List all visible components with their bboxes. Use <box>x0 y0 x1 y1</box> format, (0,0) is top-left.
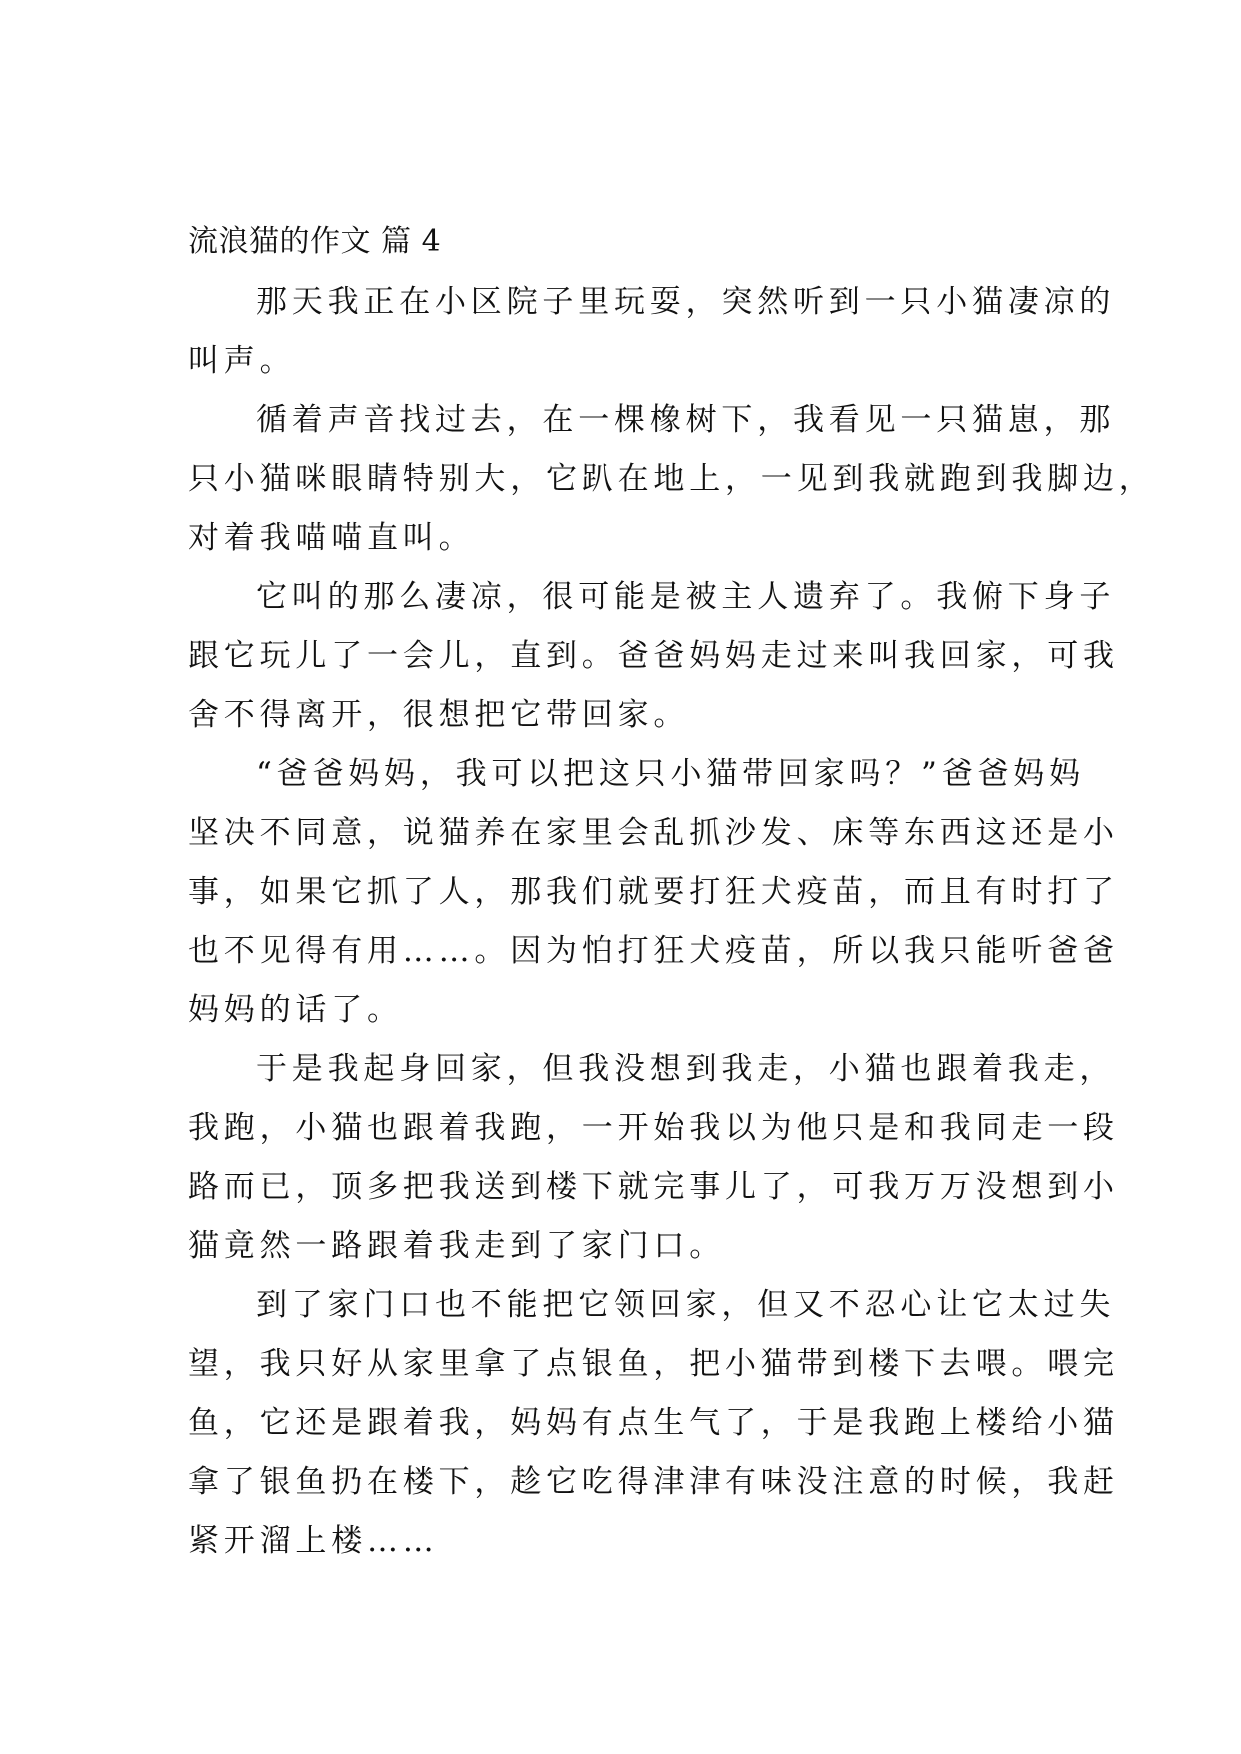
paragraph-line: 叫声。 <box>188 343 296 379</box>
paragraph <box>188 1276 1119 1571</box>
paragraph-line: 鱼，它还是跟着我，妈妈有点生气了，于是我跑上楼给小猫 <box>188 1405 1119 1441</box>
paragraph-line: 跟它玩儿了一会儿，直到。爸爸妈妈走过来叫我回家，可我 <box>188 638 1119 674</box>
paragraph-line: 猫竟然一路跟着我走到了家门口。 <box>188 1228 725 1264</box>
paragraph-line: 紧开溜上楼…… <box>188 1523 439 1559</box>
document-title: 流浪猫的作文 篇 4 <box>188 224 442 259</box>
paragraph-line: 我跑，小猫也跟着我跑，一开始我以为他只是和我同走一段 <box>188 1110 1119 1146</box>
paragraph-line: 循着声音找过去，在一棵橡树下，我看见一只猫崽，那 <box>256 402 1116 438</box>
document-body <box>188 273 1155 1571</box>
paragraph-line: 到了家门口也不能把它领回家，但又不忍心让它太过失 <box>256 1287 1116 1323</box>
paragraph <box>188 273 1116 391</box>
paragraph-line: 拿了银鱼扔在楼下，趁它吃得津津有味没注意的时候，我赶 <box>188 1464 1119 1500</box>
paragraph <box>188 745 1119 1040</box>
paragraph-line: 那天我正在小区院子里玩耍，突然听到一只小猫凄凉的 <box>256 284 1116 320</box>
paragraph <box>188 568 1119 745</box>
paragraph-line: 望，我只好从家里拿了点银鱼，把小猫带到楼下去喂。喂完 <box>188 1346 1119 1382</box>
paragraph-line: 它叫的那么凄凉，很可能是被主人遗弃了。我俯下身子 <box>256 579 1116 615</box>
paragraph <box>188 1040 1119 1276</box>
paragraph-line: 坚决不同意，说猫养在家里会乱抓沙发、床等东西这还是小 <box>188 815 1119 851</box>
paragraph-line: 也不见得有用……。因为怕打狂犬疫苗，所以我只能听爸爸 <box>188 933 1119 969</box>
paragraph-line: 只小猫咪眼睛特别大，它趴在地上，一见到我就跑到我脚边， <box>188 461 1155 497</box>
paragraph-line: 妈妈的话了。 <box>188 992 403 1028</box>
paragraph-line: “爸爸妈妈，我可以把这只小猫带回家吗？”爸爸妈妈 <box>256 756 1085 792</box>
paragraph-line: 舍不得离开，很想把它带回家。 <box>188 697 690 733</box>
paragraph-line: 事，如果它抓了人，那我们就要打狂犬疫苗，而且有时打了 <box>188 874 1119 910</box>
paragraph-line: 对着我喵喵直叫。 <box>188 520 475 556</box>
paragraph <box>188 391 1155 568</box>
paragraph-line: 于是我起身回家，但我没想到我走，小猫也跟着我走， <box>256 1051 1116 1087</box>
paragraph-line: 路而已，顶多把我送到楼下就完事儿了，可我万万没想到小 <box>188 1169 1119 1205</box>
